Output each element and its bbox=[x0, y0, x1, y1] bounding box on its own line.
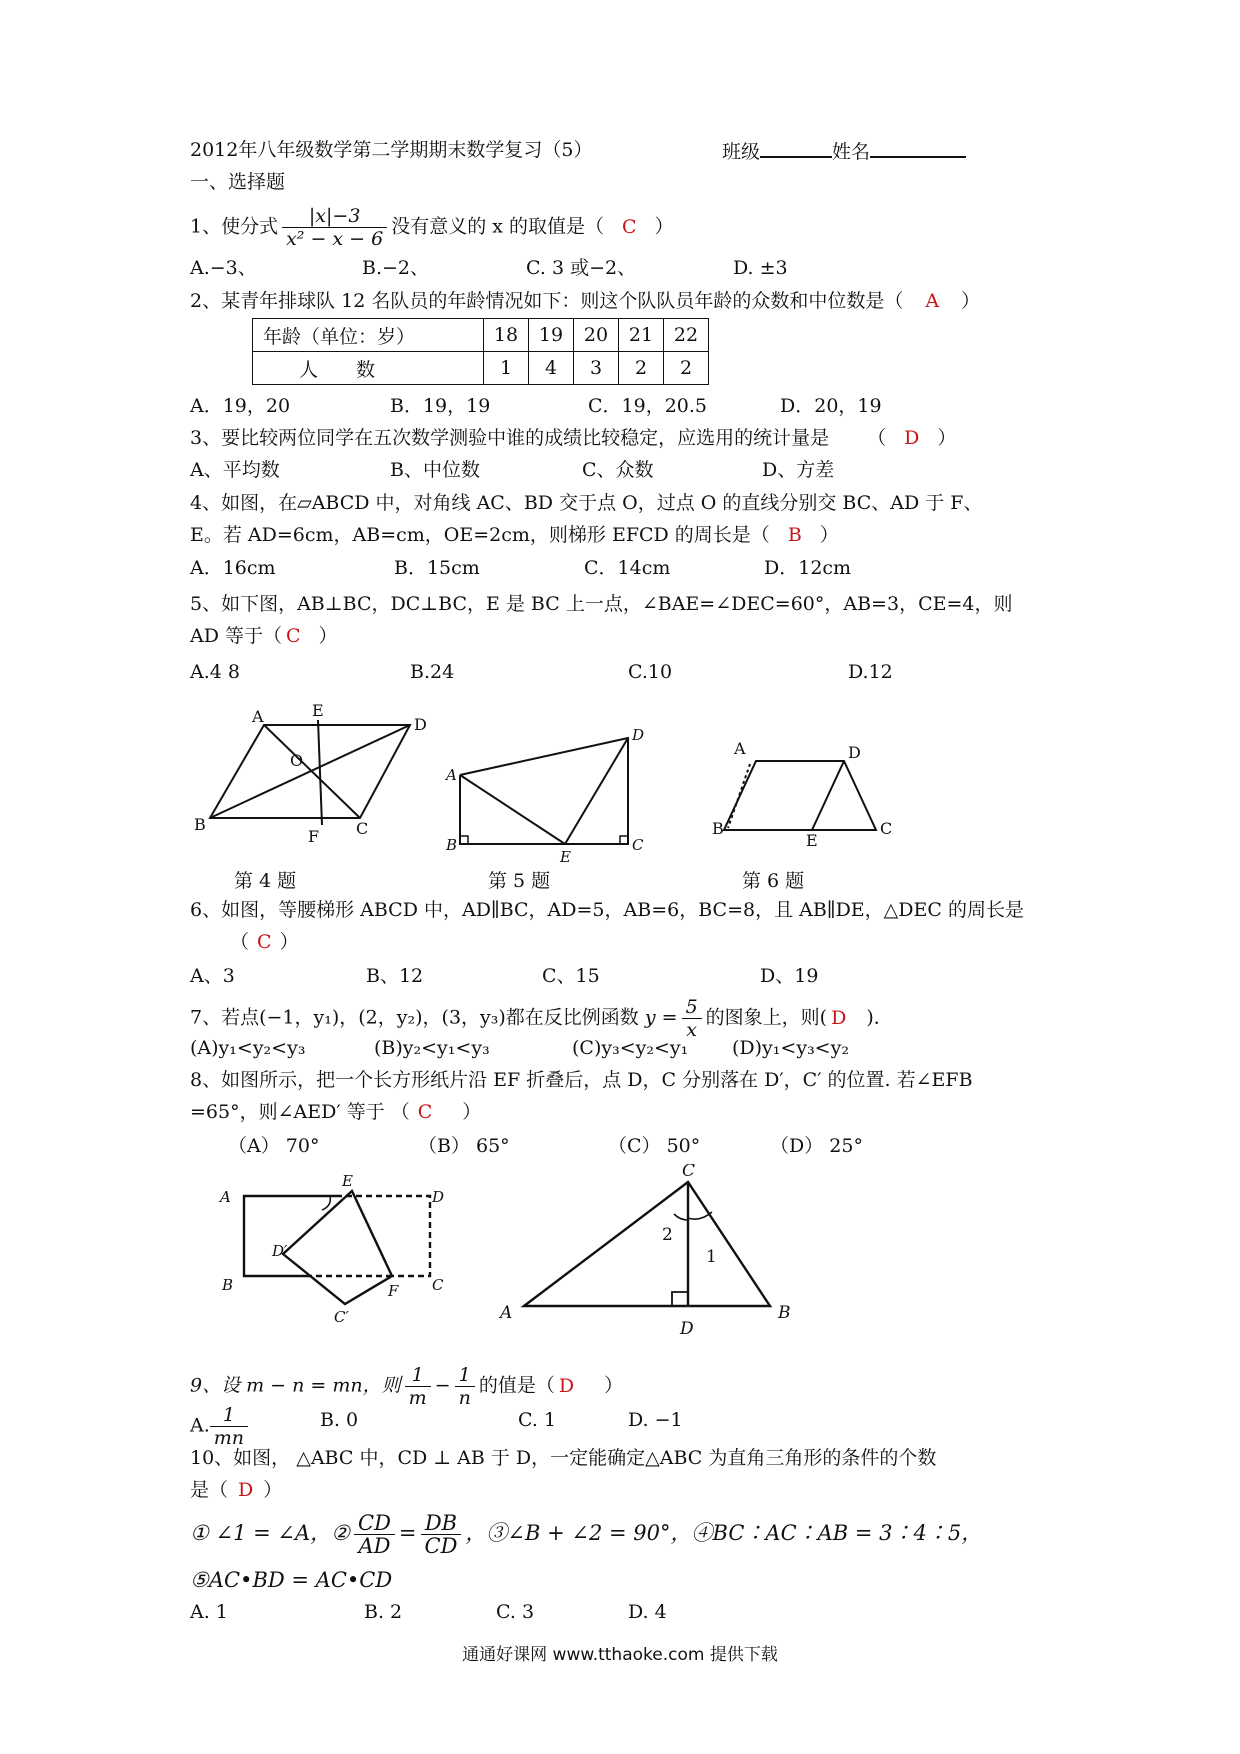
q9-option-d: D. −1 bbox=[628, 1409, 683, 1431]
q9-numerator-2: 1 bbox=[455, 1364, 475, 1387]
q2-close: ） bbox=[961, 290, 981, 312]
q3-open: （ bbox=[867, 427, 887, 449]
q9-text: 9、设 m − n = mn，则 bbox=[190, 1374, 401, 1397]
q1-close: ） bbox=[654, 215, 674, 238]
q2-option-b: B．19，19 bbox=[390, 395, 491, 417]
q9-option-a-label: A. bbox=[190, 1414, 210, 1437]
svg-text:D: D bbox=[680, 1319, 694, 1339]
svg-text:C: C bbox=[682, 1164, 696, 1181]
table-row bbox=[253, 319, 709, 352]
q5-option-c: C.10 bbox=[628, 661, 673, 683]
svg-text:D: D bbox=[848, 743, 861, 762]
svg-text:B: B bbox=[712, 819, 724, 838]
q5-answer: C bbox=[286, 625, 301, 647]
table-row bbox=[253, 352, 709, 385]
svg-text:D: D bbox=[414, 715, 427, 734]
svg-text:F: F bbox=[308, 827, 320, 846]
q3-close: ） bbox=[937, 427, 957, 449]
q7-text-post: 的图象上，则( bbox=[705, 1006, 828, 1029]
q1-option-a: A.−3、 bbox=[190, 257, 257, 279]
q10-answer: D bbox=[238, 1479, 254, 1501]
figure-4-caption: 第 4 题 bbox=[234, 870, 297, 892]
q1-fraction bbox=[282, 205, 387, 250]
question-3 bbox=[190, 424, 956, 452]
figure-5-quadrilateral bbox=[460, 738, 628, 844]
q4-answer: B bbox=[787, 524, 802, 546]
name-blank[interactable] bbox=[870, 136, 966, 158]
q8-option-c: （C） 50° bbox=[608, 1135, 701, 1157]
q3-text: 3、要比较两位同学在五次数学测验中谁的成绩比较稳定，应选用的统计量是 bbox=[190, 427, 830, 449]
q10-fraction-a-numerator: CD bbox=[354, 1512, 395, 1535]
count-row-label: 人 数 bbox=[253, 352, 484, 385]
count-cell: 4 bbox=[529, 352, 574, 385]
age-row-label: 年龄（单位：岁） bbox=[253, 319, 484, 352]
age-cell: 22 bbox=[664, 319, 709, 352]
svg-text:F: F bbox=[388, 1282, 399, 1300]
svg-text:A: A bbox=[500, 1303, 513, 1323]
question-9 bbox=[190, 1364, 623, 1409]
q7-option-d: (D)y₁<y₃<y₂ bbox=[732, 1037, 849, 1059]
question-5-line2 bbox=[190, 622, 338, 650]
question-5-line1: 5、如下图，AB⊥BC，DC⊥BC，E 是 BC 上一点，∠BAE=∠DEC=60°，AB=3，CE=4，则 bbox=[190, 593, 1013, 615]
svg-text:D: D bbox=[432, 1188, 445, 1206]
q10-option-b: B. 2 bbox=[364, 1601, 403, 1623]
q7-option-b: (B)y₂<y₁<y₃ bbox=[374, 1037, 490, 1059]
question-6-line2 bbox=[230, 928, 299, 956]
count-cell: 1 bbox=[484, 352, 529, 385]
q5-text: AD 等于（ bbox=[190, 625, 282, 647]
age-table bbox=[252, 318, 709, 385]
q1-option-c: C. 3 或−2、 bbox=[526, 257, 637, 279]
figure-6-trapezoid bbox=[724, 761, 876, 830]
q1-answer: C bbox=[622, 215, 637, 238]
q10-condition-5-text: ⑤AC•BD = AC•CD bbox=[190, 1568, 393, 1592]
svg-text:1: 1 bbox=[706, 1247, 717, 1267]
q8-option-a: （A） 70° bbox=[228, 1135, 320, 1157]
question-2 bbox=[190, 287, 980, 315]
count-cell: 2 bbox=[619, 352, 664, 385]
q10-close: ） bbox=[263, 1479, 283, 1501]
q3-option-a: A、平均数 bbox=[190, 459, 280, 481]
svg-text:D: D bbox=[632, 726, 645, 744]
question-8-line2 bbox=[190, 1098, 481, 1126]
q1-text-post: 没有意义的 x 的取值是（ bbox=[391, 215, 605, 238]
svg-text:A: A bbox=[220, 1188, 231, 1206]
q10-equals: = bbox=[398, 1521, 417, 1545]
svg-text:2: 2 bbox=[662, 1225, 673, 1245]
age-cell: 21 bbox=[619, 319, 664, 352]
q10-option-d: D. 4 bbox=[628, 1601, 667, 1623]
svg-text:C: C bbox=[632, 836, 644, 854]
svg-text:A: A bbox=[446, 766, 457, 784]
q9-minus: − bbox=[434, 1374, 451, 1397]
q6-option-b: B、12 bbox=[366, 965, 424, 987]
worksheet-title: 2012年八年级数学第二学期期末数学复习（5） bbox=[190, 139, 593, 161]
q10-text: 是（ bbox=[190, 1479, 229, 1501]
q2-option-a: A．19，20 bbox=[190, 395, 291, 417]
q9-fraction-1 bbox=[405, 1364, 431, 1409]
q2-option-d: D．20，19 bbox=[780, 395, 882, 417]
q1-text: 1、使分式 bbox=[190, 215, 279, 238]
q10-fraction-b-numerator: DB bbox=[421, 1512, 462, 1535]
q8-option-b: （B） 65° bbox=[418, 1135, 510, 1157]
q9-denominator-1: m bbox=[408, 1387, 427, 1409]
svg-text:A: A bbox=[252, 707, 264, 726]
class-label: 班级 bbox=[722, 141, 761, 163]
age-cell: 18 bbox=[484, 319, 529, 352]
q3-option-b: B、中位数 bbox=[390, 459, 480, 481]
q9-numerator-1: 1 bbox=[405, 1364, 431, 1387]
q2-text: 2、某青年排球队 12 名队员的年龄情况如下：则这个队队员年龄的众数和中位数是（ bbox=[190, 290, 904, 312]
q10-condition-3-4: ，③∠B + ∠2 = 90°，④BC∶AC∶AB = 3∶4∶5， bbox=[465, 1521, 983, 1545]
q4-close: ） bbox=[819, 524, 839, 546]
q5-option-a: A.4 8 bbox=[190, 661, 240, 683]
question-10-line1: 10、如图， △ABC 中，CD ⊥ AB 于 D，一定能确定△ABC 为直角三角形的条件的个数 bbox=[190, 1447, 937, 1469]
q2-option-c: C．19，20.5 bbox=[588, 395, 708, 417]
svg-text:C: C bbox=[880, 819, 893, 838]
age-cell: 20 bbox=[574, 319, 619, 352]
q4-text: E。若 AD=6cm，AB=cm，OE=2cm，则梯形 EFCD 的周长是（ bbox=[190, 524, 770, 546]
figures-4-5-6 bbox=[0, 700, 1240, 880]
q1-numerator: |x|−3 bbox=[282, 205, 387, 228]
q8-option-d: （D） 25° bbox=[770, 1135, 863, 1157]
svg-text:B: B bbox=[778, 1303, 791, 1323]
svg-text:D′: D′ bbox=[272, 1242, 288, 1260]
q6-option-d: D、19 bbox=[760, 965, 819, 987]
svg-text:E: E bbox=[342, 1172, 353, 1190]
age-cell: 19 bbox=[529, 319, 574, 352]
figures-8-10 bbox=[0, 1164, 1240, 1344]
q9-close: ） bbox=[604, 1374, 624, 1397]
page-footer: 通通好课网 www.tthaoke.com 提供下载 bbox=[462, 1645, 778, 1665]
q6-close: ） bbox=[279, 931, 299, 953]
svg-text:A: A bbox=[734, 739, 746, 758]
q7-function: y = bbox=[644, 1006, 678, 1029]
q8-text: =65°，则∠AED′ 等于 （ bbox=[190, 1101, 410, 1123]
q4-option-a: A．16cm bbox=[190, 557, 276, 579]
svg-text:B: B bbox=[222, 1276, 234, 1294]
q4-option-c: C．14cm bbox=[584, 557, 671, 579]
q9-option-a bbox=[190, 1404, 248, 1449]
q9-option-a-denominator: mn bbox=[213, 1427, 245, 1449]
q10-fraction-a bbox=[354, 1512, 395, 1557]
q9-option-b: B. 0 bbox=[320, 1409, 359, 1431]
q8-close: ） bbox=[462, 1101, 482, 1123]
count-cell: 3 bbox=[574, 352, 619, 385]
q10-fraction-b-denominator: CD bbox=[424, 1534, 458, 1558]
question-6-line1: 6、如图，等腰梯形 ABCD 中，AD∥BC，AD=5，AB=6，BC=8，且 AB∥DE，△DEC 的周长是 bbox=[190, 899, 1024, 921]
q7-denominator: x bbox=[686, 1019, 697, 1041]
q10-condition-1-2: ① ∠1 = ∠A，② bbox=[190, 1521, 350, 1545]
svg-text:B: B bbox=[194, 815, 206, 834]
q9-fraction-2 bbox=[455, 1364, 475, 1409]
q1-option-d: D. ±3 bbox=[733, 257, 788, 279]
q10-option-a: A. 1 bbox=[190, 1601, 228, 1623]
name-label: 姓名 bbox=[832, 141, 871, 163]
svg-text:C: C bbox=[432, 1276, 444, 1294]
q6-answer: C bbox=[257, 931, 272, 953]
q3-option-c: C、众数 bbox=[582, 459, 654, 481]
q3-option-d: D、方差 bbox=[762, 459, 835, 481]
q5-option-b: B.24 bbox=[410, 661, 455, 683]
class-blank[interactable] bbox=[760, 136, 832, 158]
student-info bbox=[722, 136, 966, 166]
q10-fraction-a-denominator: AD bbox=[358, 1534, 391, 1558]
q7-numerator: 5 bbox=[682, 996, 702, 1019]
svg-text:E: E bbox=[806, 831, 818, 850]
q6-open: （ bbox=[230, 931, 250, 953]
header-line bbox=[190, 136, 592, 164]
q7-answer: D bbox=[831, 1006, 847, 1029]
q2-answer: A bbox=[925, 290, 940, 312]
question-10-line2 bbox=[190, 1476, 282, 1504]
svg-text:E: E bbox=[560, 848, 571, 866]
svg-text:B: B bbox=[446, 836, 458, 854]
q9-option-c: C. 1 bbox=[518, 1409, 557, 1431]
q9-option-a-fraction bbox=[210, 1404, 248, 1449]
q4-option-d: D．12cm bbox=[764, 557, 852, 579]
svg-text:C: C bbox=[356, 819, 369, 838]
figure-4-labels bbox=[194, 701, 427, 846]
figure-10-triangle bbox=[524, 1182, 770, 1306]
question-1 bbox=[190, 205, 674, 250]
q6-option-c: C、15 bbox=[542, 965, 600, 987]
q9-option-a-numerator: 1 bbox=[210, 1404, 248, 1427]
q10-conditions bbox=[190, 1512, 982, 1557]
q9-answer: D bbox=[558, 1374, 575, 1397]
section-title: 一、选择题 bbox=[190, 171, 286, 193]
svg-text:E: E bbox=[312, 701, 324, 720]
q5-option-d: D.12 bbox=[848, 661, 893, 683]
q7-close: )． bbox=[866, 1006, 893, 1029]
q4-option-b: B．15cm bbox=[394, 557, 480, 579]
question-8-line1: 8、如图所示，把一个长方形纸片沿 EF 折叠后，点 D，C 分别落在 D′，C′ 的位置. 若∠EFB bbox=[190, 1069, 973, 1091]
q9-denominator-2: n bbox=[458, 1387, 471, 1409]
q7-option-c: (C)y₃<y₂<y₁ bbox=[572, 1037, 689, 1059]
q7-option-a: (A)y₁<y₂<y₃ bbox=[190, 1037, 306, 1059]
q8-answer: C bbox=[417, 1101, 433, 1123]
question-4-line2 bbox=[190, 521, 839, 549]
q10-condition-5 bbox=[190, 1566, 392, 1594]
count-cell: 2 bbox=[664, 352, 709, 385]
q1-denominator: x² − x − 6 bbox=[286, 228, 384, 250]
figure-5-caption: 第 5 题 bbox=[488, 870, 551, 892]
q7-text: 7、若点(−1，y₁)，(2，y₂)，(3，y₃)都在反比例函数 bbox=[190, 1006, 639, 1029]
q6-option-a: A、3 bbox=[190, 965, 235, 987]
figure-4-parallelogram bbox=[210, 720, 410, 825]
q3-answer: D bbox=[904, 427, 920, 449]
q5-close: ） bbox=[318, 625, 338, 647]
q1-option-b: B.−2、 bbox=[362, 257, 430, 279]
q10-fraction-b bbox=[421, 1512, 462, 1557]
q9-text-post: 的值是（ bbox=[478, 1374, 555, 1397]
figure-6-caption: 第 6 题 bbox=[742, 870, 805, 892]
question-4-line1: 4、如图，在▱ABCD 中，对角线 AC、BD 交于点 O，过点 O 的直线分别交 BC、AD 于 F、 bbox=[190, 492, 983, 514]
q10-option-c: C. 3 bbox=[496, 1601, 535, 1623]
svg-text:O: O bbox=[290, 751, 304, 770]
figure-10-labels bbox=[498, 1164, 791, 1339]
svg-text:C′: C′ bbox=[334, 1308, 349, 1326]
